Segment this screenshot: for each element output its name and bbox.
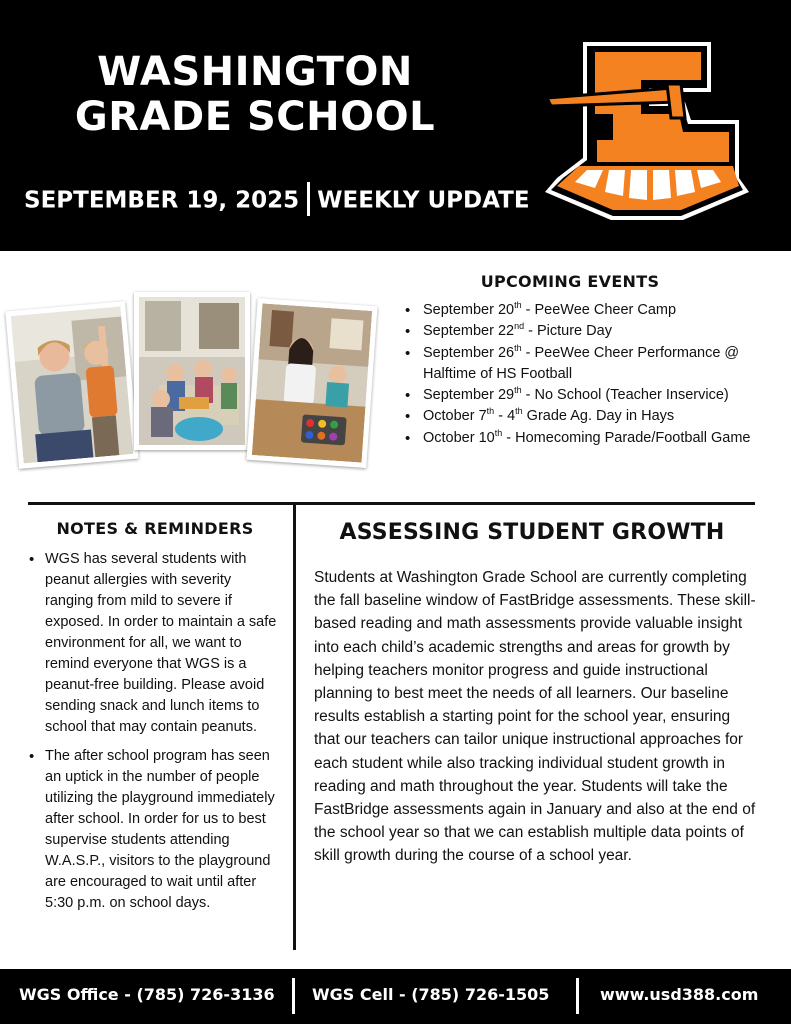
notes-list — [28, 549, 283, 922]
photo-paint-activity — [246, 298, 377, 468]
event-item: • October 10th - Homecoming Parade/Football Game — [403, 428, 773, 449]
events-list — [403, 300, 773, 449]
photo-collage — [8, 288, 378, 473]
footer-bar — [0, 969, 791, 1024]
footer-divider — [576, 978, 579, 1014]
photo-teacher-student — [5, 301, 138, 469]
growth-heading: ASSESSING STUDENT GROWTH — [339, 520, 725, 545]
letter-e-logo-icon — [543, 40, 755, 220]
event-item: • September 20th - PeeWee Cheer Camp — [403, 300, 773, 321]
title-line-1: WASHINGTON — [97, 49, 413, 95]
growth-body: Students at Washington Grade School are currently completing the fall baseline window of FastBridge assessments. These skill-based reading and math assessments provide valuable insight into each child’s academic strengths and areas for growth by helping teachers monitor progress and guide instructional planning to best meet the needs of all learners. Our baseline results establish a starting point for the school year, ensuring that our teachers can tailor unique instructional approaches for each student while also tracking individual student growth in reading and math throughout the year. Students will take the FastBridge assessments again in January and also at the end of the school year so that we can establish multiple data points of skill growth during the course of a school year. — [314, 569, 756, 865]
event-item: • September 22nd - Picture Day — [403, 321, 773, 342]
paint-activity-image — [252, 303, 372, 462]
title-line-2: GRADE SCHOOL — [74, 94, 436, 140]
photo-classroom-table — [134, 292, 250, 450]
issue-subtitle: WEEKLY UPDATE — [317, 187, 530, 214]
header-banner — [0, 0, 791, 251]
teacher-student-image — [11, 306, 133, 463]
note-item: • WGS has several students with peanut allergies with severity ranging from mild to severe if exposed. In order to maintain a safe environment for all, we want to remind everyone that WGS is a peanut-free building. Please avoid sending snack and lunch items to school that may contain peanuts. — [28, 549, 283, 738]
notes-heading: NOTES & REMINDERS — [56, 519, 254, 538]
event-item: • October 7th - 4th Grade Ag. Day in Hays — [403, 406, 773, 427]
footer-office-phone: WGS Office - (785) 726-3136 — [19, 985, 275, 1004]
events-heading: UPCOMING EVENTS — [480, 272, 660, 291]
event-item: • September 26th - PeeWee Cheer Performance @ Halftime of HS Football — [403, 343, 773, 386]
dateline-divider — [307, 182, 310, 216]
section-divider-vertical — [293, 505, 296, 950]
event-item: • September 29th - No School (Teacher Inservice) — [403, 385, 773, 406]
dateline — [24, 184, 530, 218]
school-title — [40, 50, 470, 140]
note-item: • The after school program has seen an uptick in the number of people utilizing the playground immediately after school. In order for us to best supervise students attending W.A.S.P., visitors to the playground are encouraged to wait until after 5:30 p.m. on school days. — [28, 746, 283, 914]
footer-cell-phone: WGS Cell - (785) 726-1505 — [312, 985, 550, 1004]
footer-website-link[interactable]: www.usd388.com — [600, 985, 759, 1004]
issue-date: SEPTEMBER 19, 2025 — [24, 187, 300, 214]
footer-divider — [292, 978, 295, 1014]
classroom-table-image — [139, 297, 245, 445]
section-divider-horizontal — [28, 502, 755, 505]
